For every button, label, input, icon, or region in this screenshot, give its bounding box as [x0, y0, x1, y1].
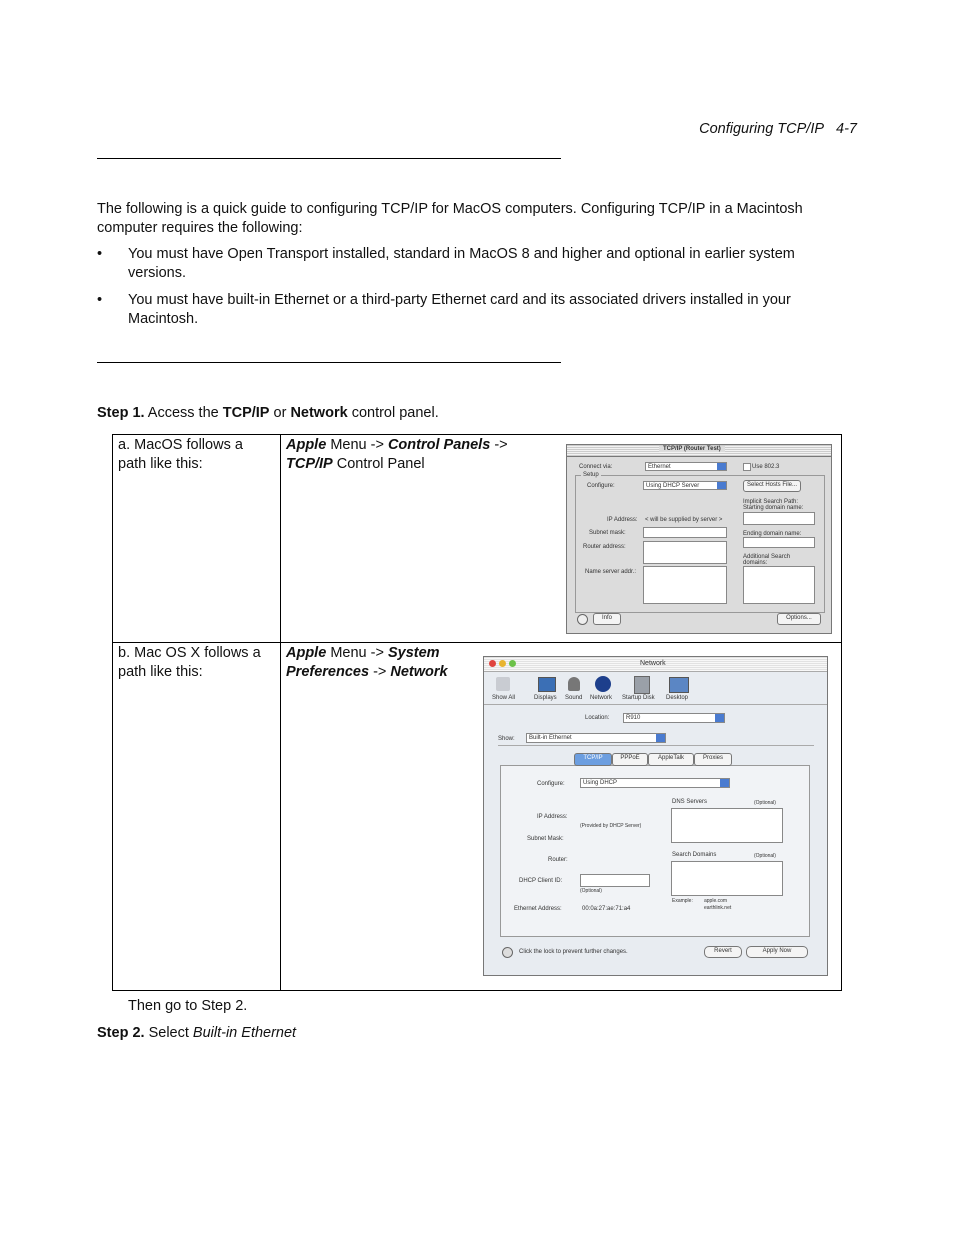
intro-paragraph: The following is a quick guide to configuring TCP/IP for MacOS computers. Configuring TCP/IP in a Macintosh computer requires the following: [97, 201, 803, 236]
section-title: Configuring TCP/IP [699, 121, 825, 137]
network-preferences-screenshot: Network Show All Displays Sound Network Startup Disk Desktop Location: R910 Show: Built-in Ethernet TCP/IP PPPoE AppleTalk Proxies Configure: Using DHCP DNS Servers (Optional) IP Address: (Provided by DHCP Server) Subnet Mask: Router: Search Domains (Optional) DHCP Client ID: (Optional) Example: apple.com earthlink.net Ethernet Address: 00:0a:27:ae:71:a4 Click the lock to prevent further changes. Revert Apply Now [483, 656, 828, 976]
search-domains-input[interactable] [671, 861, 783, 896]
row-b-path: Apple Menu -> System Preferences -> Network [286, 645, 448, 680]
router-address-input[interactable] [643, 541, 727, 564]
use-802-checkbox[interactable] [743, 463, 751, 471]
dns-servers-input[interactable] [671, 808, 783, 843]
tab-tcpip[interactable]: TCP/IP [574, 753, 612, 766]
lock-icon[interactable] [502, 947, 513, 958]
running-header [699, 121, 857, 137]
table-cell [113, 435, 281, 643]
window-title: Network [640, 660, 666, 667]
ending-domain-input[interactable] [743, 537, 815, 548]
tab-pppoe[interactable]: PPPoE [612, 753, 648, 766]
page-number: 4-7 [836, 121, 857, 137]
tab-appletalk[interactable]: AppleTalk [648, 753, 694, 766]
row-a-path: Apple Menu -> Control Panels -> TCP/IP Control Panel [286, 437, 508, 472]
step-2: Step 2. Select Built-in Ethernet [97, 1025, 297, 1041]
dhcp-client-id-input[interactable] [580, 874, 650, 887]
row-b-label: b. Mac OS X follows a path like this: [118, 645, 261, 680]
list-item [97, 291, 849, 329]
list-item [97, 245, 849, 283]
name-server-input[interactable] [643, 566, 727, 604]
table-cell [113, 643, 281, 991]
section-rule [97, 158, 561, 159]
step-1: Step 1. Access the TCP/IP or Network control panel. [97, 405, 439, 421]
subnet-mask-input[interactable] [643, 527, 727, 538]
list-item-text: You must have Open Transport installed, standard in MacOS 8 and higher and optional in earlier system versions. [128, 246, 795, 281]
show-popup[interactable]: Built-in Ethernet [526, 733, 666, 743]
location-popup[interactable]: R910 [623, 713, 725, 723]
then-text: Then go to Step 2. [128, 998, 248, 1014]
divider [498, 745, 814, 746]
network-icon[interactable] [595, 676, 611, 692]
startup-disk-icon[interactable] [634, 676, 650, 694]
connect-via-popup[interactable]: Ethernet [645, 462, 727, 471]
options-button[interactable]: Options... [777, 613, 821, 625]
select-hosts-button[interactable]: Select Hosts File... [743, 480, 801, 492]
close-icon[interactable] [489, 660, 496, 667]
toolbar-divider [484, 704, 827, 705]
revert-button[interactable]: Revert [704, 946, 742, 958]
search-domains-input[interactable] [743, 566, 815, 604]
row-a-label: a. MacOS follows a path like this: [118, 437, 243, 472]
window-title: TCP/IP (Router Test) [659, 446, 725, 452]
configure-popup[interactable]: Using DHCP [580, 778, 730, 788]
configure-popup[interactable]: Using DHCP Server [643, 481, 727, 490]
help-icon[interactable] [577, 614, 588, 625]
zoom-icon[interactable] [509, 660, 516, 667]
minimize-icon[interactable] [499, 660, 506, 667]
list-item-text: You must have built-in Ethernet or a third-party Ethernet card and its associated drivers installed in your Macintosh. [128, 292, 791, 327]
bullet-glyph: • [97, 292, 103, 308]
info-button[interactable]: Info [593, 613, 621, 625]
displays-icon[interactable] [538, 677, 556, 692]
tcpip-control-panel-screenshot: TCP/IP (Router Test) Connect via: Ethernet Use 802.3 Setup Configure: Using DHCP Server Select Hosts File... Implicit Search Path: Starting domain name: IP Address: < will be supplied by server > Subnet mask: Ending domain name: Router address: Additional Search domains: Name server addr.: Info Options... [566, 444, 832, 634]
bullet-glyph: • [97, 246, 103, 262]
apply-now-button[interactable]: Apply Now [746, 946, 808, 958]
starting-domain-input[interactable] [743, 512, 815, 525]
tab-proxies[interactable]: Proxies [694, 753, 732, 766]
desktop-icon[interactable] [669, 677, 689, 693]
show-all-icon[interactable] [496, 677, 510, 691]
section-rule [97, 362, 561, 363]
sound-icon[interactable] [568, 677, 580, 691]
